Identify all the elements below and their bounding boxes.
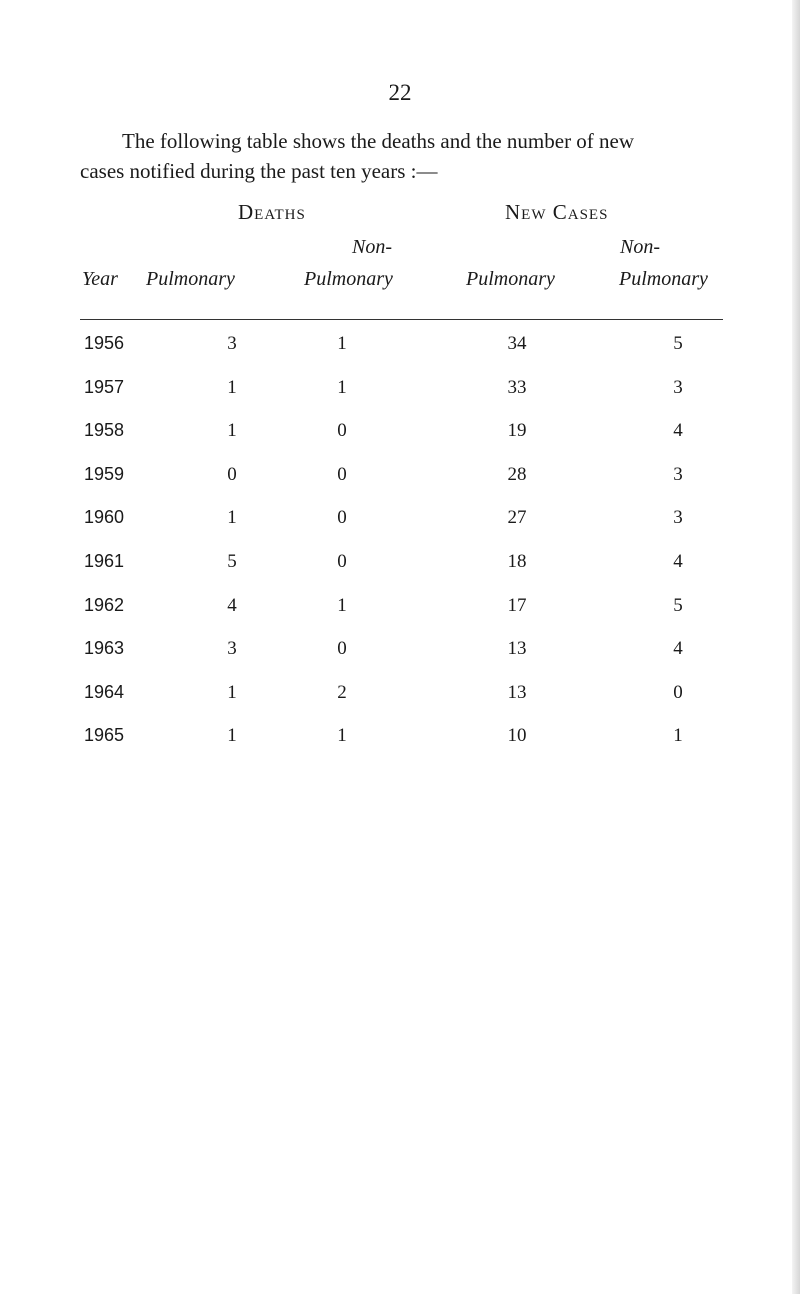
cell-year: 1963 <box>83 638 125 658</box>
cell-new-non-pulmonary: 3 <box>673 507 683 528</box>
intro-line-1: The following table shows the deaths and the number of new <box>122 129 635 153</box>
intro-paragraph <box>80 126 750 186</box>
group-header-new-cases: New Cases <box>505 200 609 224</box>
cell-new-pulmonary: 10 <box>507 725 527 746</box>
cell-deaths-non-pulmonary: 1 <box>337 377 347 398</box>
table-row <box>0 725 800 755</box>
cell-deaths-non-pulmonary: 0 <box>337 638 347 659</box>
table-row <box>0 595 800 625</box>
cell-new-non-pulmonary: 5 <box>673 333 683 354</box>
cell-deaths-pulmonary: 1 <box>227 507 237 528</box>
col-header-deaths-non-line1: Non- <box>352 236 392 258</box>
cell-deaths-pulmonary: 1 <box>227 377 237 398</box>
cell-new-pulmonary: 33 <box>507 377 527 398</box>
cell-year: 1960 <box>83 507 125 527</box>
cell-year: 1962 <box>83 595 125 615</box>
header-rule <box>80 319 723 320</box>
cell-deaths-pulmonary: 1 <box>227 725 237 746</box>
cell-new-pulmonary: 34 <box>507 333 527 354</box>
cell-deaths-non-pulmonary: 1 <box>337 333 347 354</box>
page-number: 22 <box>388 80 412 105</box>
cell-new-pulmonary: 17 <box>507 595 527 616</box>
cell-new-pulmonary: 18 <box>507 551 527 572</box>
cell-deaths-pulmonary: 1 <box>227 682 237 703</box>
table-row <box>0 507 800 537</box>
cell-deaths-non-pulmonary: 0 <box>337 464 347 485</box>
cell-year: 1958 <box>83 420 125 440</box>
col-header-new-non-line1: Non- <box>620 236 660 258</box>
table-row <box>0 682 800 712</box>
cell-deaths-non-pulmonary: 0 <box>337 551 347 572</box>
table-row <box>0 551 800 581</box>
cell-new-non-pulmonary: 4 <box>673 638 683 659</box>
cell-deaths-pulmonary: 5 <box>227 551 237 572</box>
cell-year: 1956 <box>83 333 125 353</box>
col-header-deaths-non-line2: Pulmonary <box>304 268 393 290</box>
cell-deaths-non-pulmonary: 0 <box>337 507 347 528</box>
cell-new-non-pulmonary: 5 <box>673 595 683 616</box>
cell-deaths-pulmonary: 3 <box>227 333 237 354</box>
cell-deaths-pulmonary: 3 <box>227 638 237 659</box>
cell-deaths-non-pulmonary: 1 <box>337 595 347 616</box>
group-header-deaths: Deaths <box>238 200 306 224</box>
cell-new-pulmonary: 28 <box>507 464 527 485</box>
cell-new-pulmonary: 27 <box>507 507 527 528</box>
cell-new-pulmonary: 13 <box>507 638 527 659</box>
col-header-deaths-pulmonary: Pulmonary <box>146 268 235 290</box>
table-row <box>0 377 800 407</box>
table-row <box>0 333 800 363</box>
table-row <box>0 420 800 450</box>
cell-deaths-non-pulmonary: 2 <box>337 682 347 703</box>
cell-new-non-pulmonary: 4 <box>673 551 683 572</box>
table-row <box>0 464 800 494</box>
cell-new-non-pulmonary: 1 <box>673 725 683 746</box>
cell-new-non-pulmonary: 0 <box>673 682 683 703</box>
col-header-new-non-line2: Pulmonary <box>619 268 708 290</box>
cell-year: 1959 <box>83 464 125 484</box>
cell-new-pulmonary: 19 <box>507 420 527 441</box>
cell-year: 1961 <box>83 551 125 571</box>
cell-new-non-pulmonary: 4 <box>673 420 683 441</box>
cell-deaths-pulmonary: 0 <box>227 464 237 485</box>
cell-year: 1964 <box>83 682 125 702</box>
cell-deaths-pulmonary: 4 <box>227 595 237 616</box>
cell-deaths-pulmonary: 1 <box>227 420 237 441</box>
cell-new-non-pulmonary: 3 <box>673 464 683 485</box>
intro-line-2: cases notified during the past ten years :— <box>80 159 438 183</box>
cell-new-pulmonary: 13 <box>507 682 527 703</box>
col-header-year: Year <box>82 268 118 290</box>
table-row <box>0 638 800 668</box>
cell-year: 1965 <box>83 725 125 745</box>
cell-year: 1957 <box>83 377 125 397</box>
cell-deaths-non-pulmonary: 0 <box>337 420 347 441</box>
cell-new-non-pulmonary: 3 <box>673 377 683 398</box>
cell-deaths-non-pulmonary: 1 <box>337 725 347 746</box>
col-header-new-pulmonary: Pulmonary <box>466 268 555 290</box>
